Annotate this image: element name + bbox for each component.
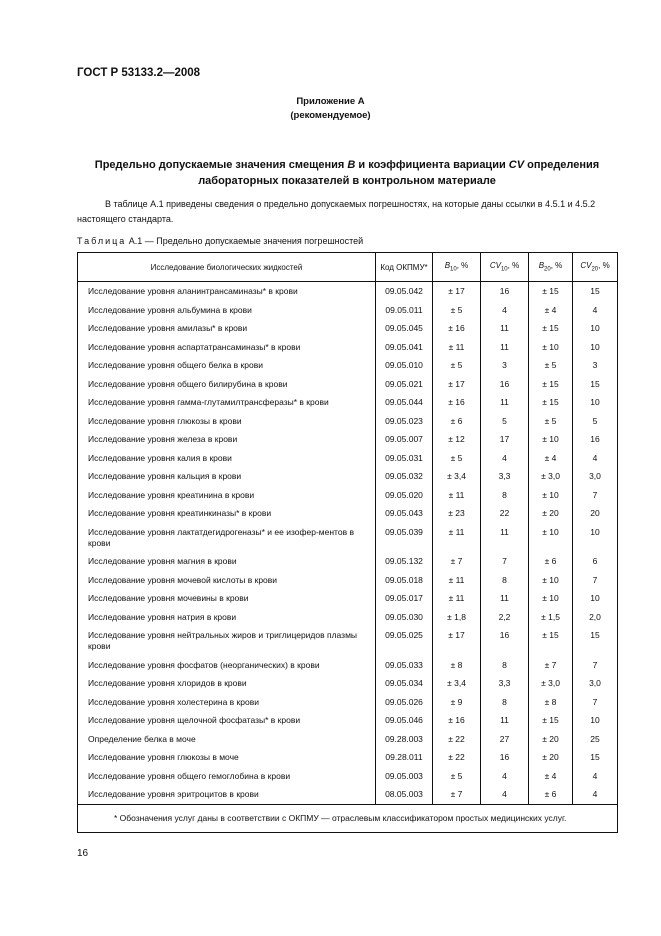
title-part2: и коэффициента вариации xyxy=(355,159,509,171)
cell-code: 09.05.025 xyxy=(376,626,433,656)
cell-code: 09.05.021 xyxy=(376,375,433,394)
cell-b10: ± 17 xyxy=(433,282,481,301)
cell-cv20: 5 xyxy=(573,412,618,431)
title-b: B xyxy=(347,159,356,171)
cell-cv20: 4 xyxy=(573,301,618,320)
cell-cv20: 10 xyxy=(573,589,618,608)
cell-b20: ± 10 xyxy=(529,430,573,449)
cell-cv20: 10 xyxy=(573,523,618,553)
cell-cv20: 20 xyxy=(573,504,618,523)
cell-cv20: 15 xyxy=(573,375,618,394)
table-row xyxy=(78,430,618,449)
cell-name: Исследование уровня общего гемоглобина в крови xyxy=(78,767,376,786)
cell-name: Исследование уровня аланинтрансаминазы* в крови xyxy=(78,282,376,301)
cell-code: 09.05.007 xyxy=(376,430,433,449)
cell-name: Исследование уровня глюкозы в моче xyxy=(78,748,376,767)
title-part1: Предельно допускаемые значения смещения xyxy=(94,159,348,171)
cell-cv10: 4 xyxy=(481,449,529,468)
cell-cv20: 4 xyxy=(573,785,618,804)
cell-name: Исследование уровня креатинкиназы* в крови xyxy=(78,504,376,523)
cell-name: Исследование уровня мочевины в крови xyxy=(78,589,376,608)
cell-name: Исследование уровня мочевой кислоты в крови xyxy=(78,571,376,590)
cell-cv10: 8 xyxy=(481,693,529,712)
cell-b20: ± 4 xyxy=(529,767,573,786)
cell-b20: ± 10 xyxy=(529,338,573,357)
cell-cv10: 4 xyxy=(481,767,529,786)
cell-b20: ± 15 xyxy=(529,375,573,394)
table-caption-label: Таблица xyxy=(77,236,127,246)
cell-cv20: 7 xyxy=(573,486,618,505)
cell-cv10: 3,3 xyxy=(481,674,529,693)
cell-code: 09.05.042 xyxy=(376,282,433,301)
table-row xyxy=(78,393,618,412)
cell-b10: ± 1,8 xyxy=(433,608,481,627)
cell-b10: ± 11 xyxy=(433,523,481,553)
cell-cv20: 10 xyxy=(573,319,618,338)
cell-cv10: 5 xyxy=(481,412,529,431)
cell-b10: ± 11 xyxy=(433,589,481,608)
table-row xyxy=(78,693,618,712)
cell-cv10: 27 xyxy=(481,730,529,749)
table-row xyxy=(78,338,618,357)
cell-b10: ± 9 xyxy=(433,693,481,712)
cell-name: Исследование уровня щелочной фосфатазы* в крови xyxy=(78,711,376,730)
cell-name: Исследование уровня эритроцитов в крови xyxy=(78,785,376,804)
cell-b10: ± 23 xyxy=(433,504,481,523)
table-row xyxy=(78,711,618,730)
cell-b20: ± 15 xyxy=(529,626,573,656)
cell-code: 09.05.020 xyxy=(376,486,433,505)
cell-code: 09.05.011 xyxy=(376,301,433,320)
cell-name: Исследование уровня железа в крови xyxy=(78,430,376,449)
error-limits-table xyxy=(77,252,618,833)
cell-b10: ± 5 xyxy=(433,449,481,468)
cell-name: Исследование уровня магния в крови xyxy=(78,552,376,571)
appendix-label: Приложение А xyxy=(296,96,365,107)
cell-b10: ± 16 xyxy=(433,319,481,338)
cell-code: 09.05.032 xyxy=(376,467,433,486)
cell-name: Исследование уровня общего белка в крови xyxy=(78,356,376,375)
cell-b20: ± 3,0 xyxy=(529,467,573,486)
table-row xyxy=(78,552,618,571)
cell-name: Исследование уровня нейтральных жиров и триглицеридов плазмы крови xyxy=(78,626,376,656)
cell-cv10: 16 xyxy=(481,282,529,301)
cell-code: 09.05.039 xyxy=(376,523,433,553)
appendix-status: (рекомендуемое) xyxy=(290,110,371,121)
cell-cv10: 16 xyxy=(481,748,529,767)
cell-cv10: 11 xyxy=(481,393,529,412)
cell-b20: ± 10 xyxy=(529,523,573,553)
table-row xyxy=(78,467,618,486)
cell-cv20: 15 xyxy=(573,748,618,767)
table-body xyxy=(78,282,618,805)
cell-cv20: 3,0 xyxy=(573,674,618,693)
cell-b10: ± 22 xyxy=(433,730,481,749)
cell-cv20: 7 xyxy=(573,656,618,675)
cell-code: 09.05.031 xyxy=(376,449,433,468)
cell-cv10: 11 xyxy=(481,523,529,553)
cell-b10: ± 12 xyxy=(433,430,481,449)
title-part3: определения лабораторных показателей в контрольном материале xyxy=(198,159,600,187)
cell-b20: ± 20 xyxy=(529,730,573,749)
cell-cv20: 25 xyxy=(573,730,618,749)
intro-paragraph: В таблице А.1 приведены сведения о предельно допускаемых погрешностях, на которые даны ссылки в 4.5.1 и 4.5.2 настоящего стандарта. xyxy=(77,199,596,224)
table-row xyxy=(78,674,618,693)
table-caption-text: А.1 — Предельно допускаемые значения погрешностей xyxy=(126,236,364,246)
cell-b10: ± 5 xyxy=(433,301,481,320)
table-row xyxy=(78,486,618,505)
cell-name: Исследование уровня общего билирубина в крови xyxy=(78,375,376,394)
cell-cv10: 4 xyxy=(481,301,529,320)
cell-name: Исследование уровня натрия в крови xyxy=(78,608,376,627)
table-row xyxy=(78,504,618,523)
cell-name: Исследование уровня альбумина в крови xyxy=(78,301,376,320)
table-row xyxy=(78,412,618,431)
cell-name: Исследование уровня амилазы* в крови xyxy=(78,319,376,338)
cell-cv10: 17 xyxy=(481,430,529,449)
cell-cv10: 8 xyxy=(481,656,529,675)
cell-b10: ± 16 xyxy=(433,393,481,412)
cell-b20: ± 6 xyxy=(529,552,573,571)
cell-cv10: 22 xyxy=(481,504,529,523)
cell-cv10: 4 xyxy=(481,785,529,804)
cell-code: 09.28.003 xyxy=(376,730,433,749)
table-row xyxy=(78,767,618,786)
cell-b20: ± 15 xyxy=(529,711,573,730)
cell-b10: ± 3,4 xyxy=(433,467,481,486)
cell-name: Исследование уровня калия в крови xyxy=(78,449,376,468)
table-row xyxy=(78,656,618,675)
cell-code: 09.28.011 xyxy=(376,748,433,767)
cell-cv20: 10 xyxy=(573,338,618,357)
cell-code: 09.05.034 xyxy=(376,674,433,693)
cell-cv10: 11 xyxy=(481,338,529,357)
cell-name: Определение белка в моче xyxy=(78,730,376,749)
cell-cv20: 10 xyxy=(573,711,618,730)
header-name: Исследование биологических жидкостей xyxy=(78,253,376,282)
cell-b20: ± 10 xyxy=(529,589,573,608)
page-number: 16 xyxy=(77,848,89,859)
cell-b20: ± 6 xyxy=(529,785,573,804)
table-row xyxy=(78,748,618,767)
cell-cv20: 16 xyxy=(573,430,618,449)
table-row xyxy=(78,571,618,590)
table-row xyxy=(78,523,618,553)
cell-b10: ± 11 xyxy=(433,338,481,357)
cell-cv10: 11 xyxy=(481,711,529,730)
cell-cv10: 7 xyxy=(481,552,529,571)
cell-code: 09.05.033 xyxy=(376,656,433,675)
document-code: ГОСТ Р 53133.2—2008 xyxy=(77,67,201,79)
table-row xyxy=(78,449,618,468)
cell-code: 09.05.018 xyxy=(376,571,433,590)
table-caption xyxy=(77,236,363,246)
table-row xyxy=(78,626,618,656)
cell-b20: ± 5 xyxy=(529,356,573,375)
cell-name: Исследование уровня лактатдегидрогеназы* и ее изофер-ментов в крови xyxy=(78,523,376,553)
cell-name: Исследование уровня холестерина в крови xyxy=(78,693,376,712)
table-row xyxy=(78,301,618,320)
cell-b20: ± 10 xyxy=(529,486,573,505)
cell-cv10: 16 xyxy=(481,375,529,394)
cell-name: Исследование уровня фосфатов (неорганических) в крови xyxy=(78,656,376,675)
cell-name: Исследование уровня гамма-глутамилтрансферазы* в крови xyxy=(78,393,376,412)
cell-b10: ± 17 xyxy=(433,375,481,394)
header-cv20: $CV_{20}$, % xyxy=(573,253,618,282)
cell-cv20: 4 xyxy=(573,767,618,786)
cell-code: 09.05.046 xyxy=(376,711,433,730)
cell-b10: ± 5 xyxy=(433,767,481,786)
cell-b20: ± 4 xyxy=(529,449,573,468)
cell-code: 08.05.003 xyxy=(376,785,433,804)
table-footnote-row xyxy=(78,804,618,832)
table-row xyxy=(78,785,618,804)
cell-cv20: 6 xyxy=(573,552,618,571)
cell-code: 09.05.041 xyxy=(376,338,433,357)
cell-code: 09.05.026 xyxy=(376,693,433,712)
cell-b10: ± 22 xyxy=(433,748,481,767)
cell-code: 09.05.017 xyxy=(376,589,433,608)
table-row xyxy=(78,589,618,608)
cell-b10: ± 17 xyxy=(433,626,481,656)
cell-name: Исследование уровня кальция в крови xyxy=(78,467,376,486)
cell-b10: ± 7 xyxy=(433,552,481,571)
cell-cv10: 3 xyxy=(481,356,529,375)
cell-cv20: 3 xyxy=(573,356,618,375)
cell-cv20: 10 xyxy=(573,393,618,412)
cell-b20: ± 5 xyxy=(529,412,573,431)
header-b20: $B_{20}$, % xyxy=(529,253,573,282)
cell-cv20: 15 xyxy=(573,282,618,301)
cell-code: 09.05.023 xyxy=(376,412,433,431)
table-row xyxy=(78,608,618,627)
cell-code: 09.05.030 xyxy=(376,608,433,627)
cell-name: Исследование уровня глюкозы в крови xyxy=(78,412,376,431)
cell-cv10: 16 xyxy=(481,626,529,656)
cell-b20: ± 8 xyxy=(529,693,573,712)
section-title xyxy=(77,157,617,189)
table-row xyxy=(78,730,618,749)
cell-b10: ± 5 xyxy=(433,356,481,375)
cell-b10: ± 3,4 xyxy=(433,674,481,693)
cell-b20: ± 20 xyxy=(529,748,573,767)
cell-cv20: 3,0 xyxy=(573,467,618,486)
cell-cv20: 4 xyxy=(573,449,618,468)
header-cv10: $CV_{10}$, % xyxy=(481,253,529,282)
cell-cv10: 8 xyxy=(481,571,529,590)
cell-b20: ± 7 xyxy=(529,656,573,675)
cell-code: 09.05.044 xyxy=(376,393,433,412)
cell-b20: ± 4 xyxy=(529,301,573,320)
cell-b10: ± 8 xyxy=(433,656,481,675)
cell-b20: ± 15 xyxy=(529,319,573,338)
cell-b10: ± 11 xyxy=(433,571,481,590)
cell-cv10: 11 xyxy=(481,589,529,608)
cell-b20: ± 20 xyxy=(529,504,573,523)
cell-b20: ± 1,5 xyxy=(529,608,573,627)
table-footnote: * Обозначения услуг даны в соответствии с ОКПМУ — отраслевым классификатором простых медицинских услуг. xyxy=(78,804,618,832)
cell-b20: ± 3,0 xyxy=(529,674,573,693)
cell-cv20: 7 xyxy=(573,693,618,712)
cell-name: Исследование уровня хлоридов в крови xyxy=(78,674,376,693)
cell-b10: ± 11 xyxy=(433,486,481,505)
cell-cv20: 15 xyxy=(573,626,618,656)
table-row xyxy=(78,356,618,375)
header-code: Код ОКПМУ* xyxy=(376,253,433,282)
cell-b20: ± 15 xyxy=(529,282,573,301)
cell-b10: ± 6 xyxy=(433,412,481,431)
cell-cv10: 3,3 xyxy=(481,467,529,486)
cell-cv10: 8 xyxy=(481,486,529,505)
cell-cv10: 11 xyxy=(481,319,529,338)
cell-b10: ± 16 xyxy=(433,711,481,730)
cell-name: Исследование уровня аспартатрансаминазы* в крови xyxy=(78,338,376,357)
cell-name: Исследование уровня креатинина в крови xyxy=(78,486,376,505)
cell-code: 09.05.010 xyxy=(376,356,433,375)
cell-cv20: 7 xyxy=(573,571,618,590)
cell-cv20: 2,0 xyxy=(573,608,618,627)
cell-code: 09.05.043 xyxy=(376,504,433,523)
cell-b20: ± 10 xyxy=(529,571,573,590)
cell-code: 09.05.003 xyxy=(376,767,433,786)
table-row xyxy=(78,282,618,301)
cell-code: 09.05.132 xyxy=(376,552,433,571)
title-cv: CV xyxy=(508,159,525,171)
table-row xyxy=(78,375,618,394)
cell-b20: ± 15 xyxy=(529,393,573,412)
cell-b10: ± 7 xyxy=(433,785,481,804)
cell-cv10: 2,2 xyxy=(481,608,529,627)
cell-code: 09.05.045 xyxy=(376,319,433,338)
table-row xyxy=(78,319,618,338)
table-header-row xyxy=(78,253,618,282)
header-b10: $B_{10}$, % xyxy=(433,253,481,282)
